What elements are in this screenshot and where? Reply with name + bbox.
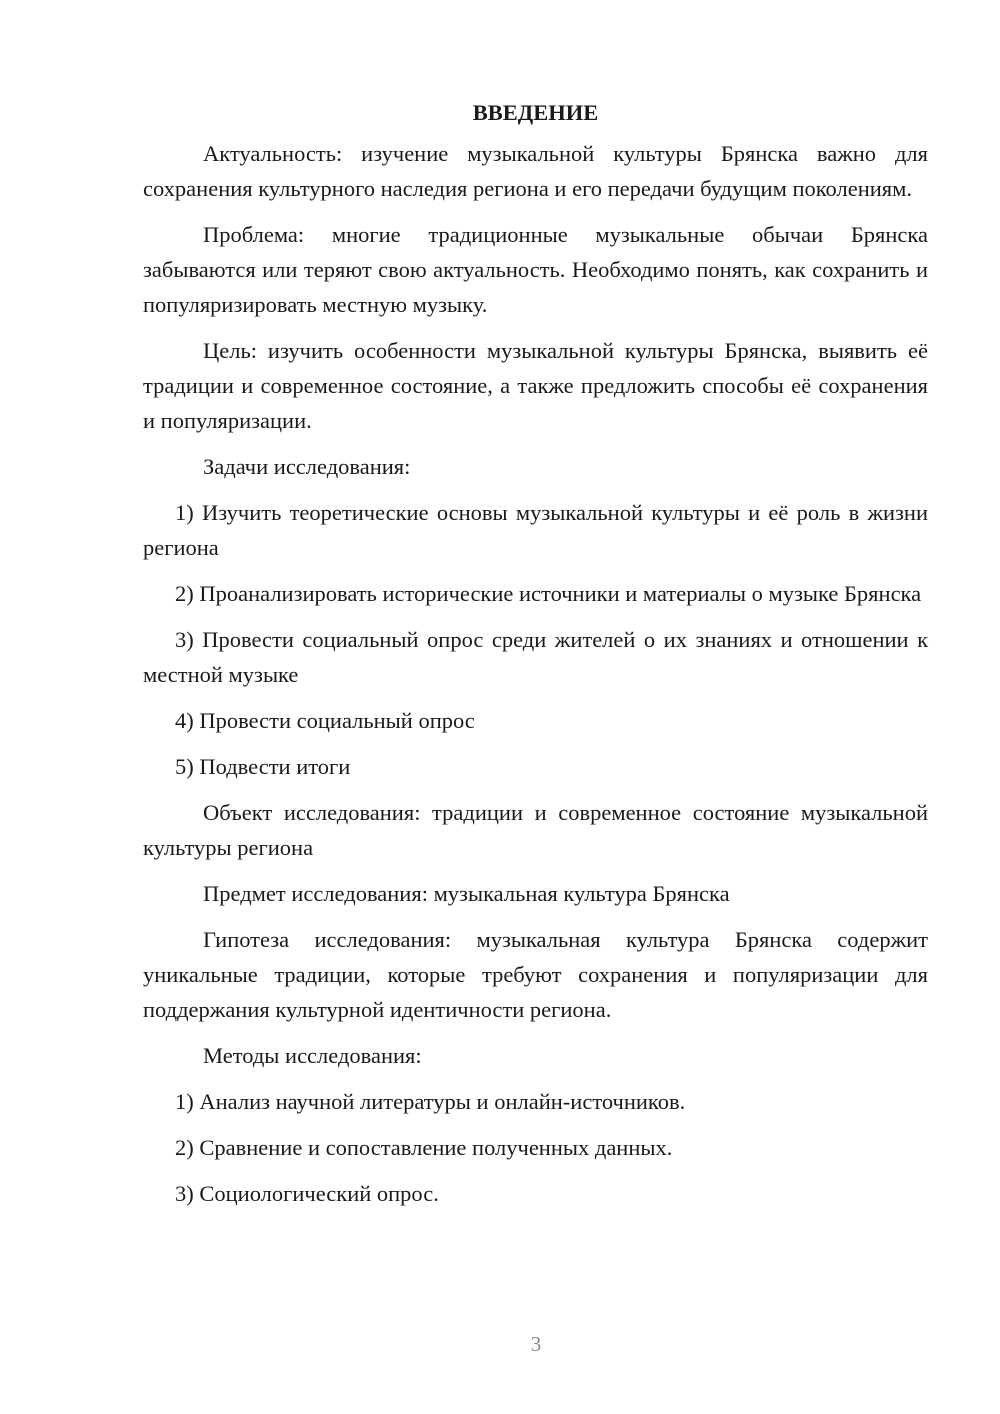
object-paragraph: Объект исследования: традиции и современное состояние музыкальной культуры региона: [143, 800, 928, 860]
task-item: 4) Провести социальный опрос: [175, 708, 475, 733]
task-item: 1) Изучить теоретические основы музыкальной культуры и её роль в жизни региона: [143, 500, 928, 560]
task-item: 3) Провести социальный опрос среди жителей о их знаниях и отношении к местной музыке: [143, 627, 928, 687]
section-title: ВВЕДЕНИЕ: [472, 100, 599, 125]
methods-heading: Методы исследования:: [203, 1043, 422, 1068]
tasks-heading: Задачи исследования:: [203, 454, 411, 479]
task-item: 5) Подвести итоги: [175, 754, 351, 779]
problem-paragraph: Проблема: многие традиционные музыкальные обычаи Брянска забываются или теряют свою актуальность. Необходимо понять, как сохранить и популяризировать местную музыку.: [143, 222, 928, 317]
hypothesis-paragraph: Гипотеза исследования: музыкальная культура Брянска содержит уникальные традиции, которые требуют сохранения и популяризации для поддержания культурной идентичности региона.: [143, 927, 928, 1022]
goal-paragraph: Цель: изучить особенности музыкальной культуры Брянска, выявить её традиции и современное состояние, а также предложить способы её сохранения и популяризации.: [143, 338, 928, 433]
task-item: 2) Проанализировать исторические источники и материалы о музыке Брянска: [175, 581, 922, 606]
method-item: 3) Социологический опрос.: [175, 1181, 439, 1206]
relevance-paragraph: Актуальность: изучение музыкальной культуры Брянска важно для сохранения культурного наследия региона и его передачи будущим поколениям.: [143, 141, 928, 201]
subject-paragraph: Предмет исследования: музыкальная культура Брянска: [203, 881, 730, 906]
method-item: 2) Сравнение и сопоставление полученных данных.: [175, 1135, 673, 1160]
document-body: [143, 95, 928, 1222]
page-number: 3: [530, 1332, 542, 1356]
method-item: 1) Анализ научной литературы и онлайн-источников.: [175, 1089, 686, 1114]
